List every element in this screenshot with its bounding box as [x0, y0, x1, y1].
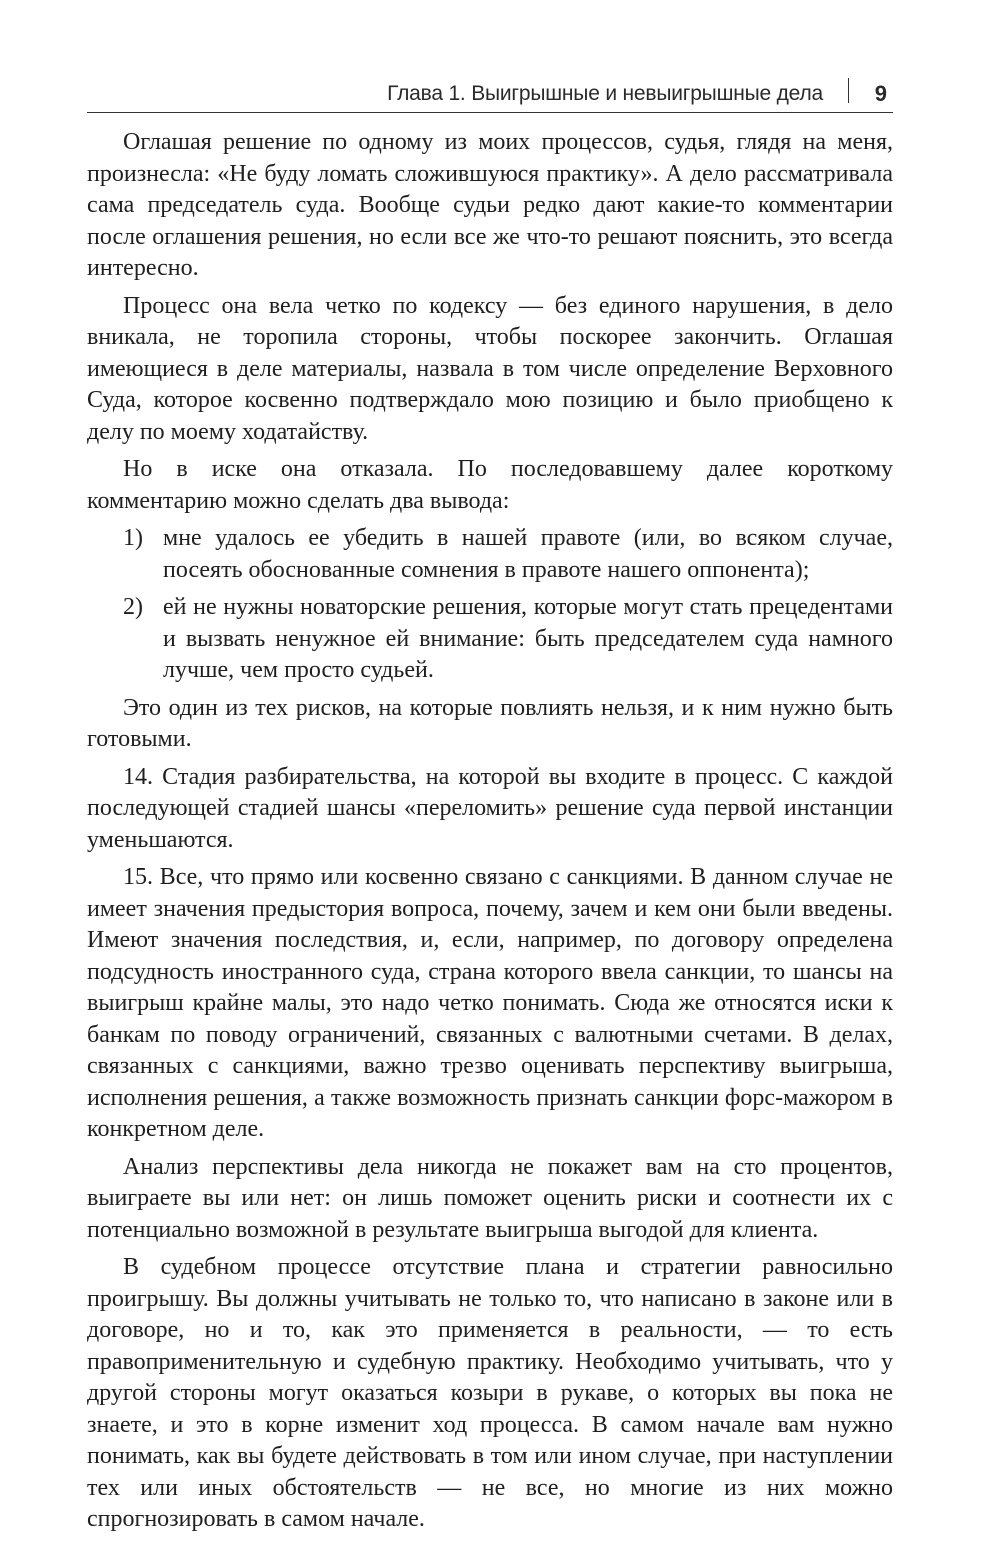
paragraph: В судебном процессе отсутствие плана и стратегии равносильно проигрышу. Вы должны учитывать не только то, что написано в законе или в договоре, но и то, как это применяется в реальности, — то есть правоприменительную и судебную практику. Необходимо учитывать, что у другой стороны могут оказаться козыри в рукаве, о которых вы пока не знаете, и это в корне изменит ход процесса. В самом начале вам нужно понимать, как вы будете действовать в том или ином случае, при наступлении тех или иных обстоятельств — не все, но многие из них можно спрогнозировать в самом начале.: [87, 1254, 893, 1532]
list-item-text: мне удалось ее убедить в нашей правоте (или, во всяком случае, посеять обоснованные сомнения в правоте нашего оппонента);: [163, 525, 893, 583]
paragraph: Процесс она вела четко по кодексу — без единого нарушения, в дело вникала, не торопила стороны, чтобы поскорее закончить. Оглашая имеющиеся в деле материалы, назвала в том числе определение Верховного Суда, которое косвенно подтверждало мою позицию и было приобщено к делу по моему ходатайству.: [87, 292, 893, 445]
list-marker: 2): [123, 594, 143, 620]
list-item: [87, 523, 893, 586]
page-body: [87, 113, 893, 1536]
list-item-text: ей не нужны новаторские решения, которые могут стать прецедентами и вызвать ненужное ей внимание: быть председателем суда намного лучше, чем просто судьей.: [163, 594, 893, 683]
running-head: [87, 66, 893, 113]
paragraph: Это один из тех рисков, на которые повлиять нельзя, и к ним нужно быть готовыми.: [87, 694, 893, 752]
paragraph: Анализ перспективы дела никогда не покажет вам на сто процентов, выиграете вы или нет: он лишь поможет оценить риски и соотнести их с потенциально возможной в результате выигрыша выгодой для клиента.: [87, 1153, 893, 1243]
chapter-title: Глава 1. Выигрышные и невыигрышные дела: [387, 82, 823, 105]
list-marker: 1): [123, 525, 143, 551]
paragraph: 15. Все, что прямо или косвенно связано с санкциями. В данном случае не имеет значения предыстория вопроса, почему, зачем и кем они были введены. Имеют значения последствия, и, если, например, по договору определена подсудность иностранного суда, страна которого ввела санкции, то шансы на выигрыш крайне малы, это надо четко понимать. Сюда же относятся иски к банкам по поводу ограничений, связанных с валютными счетами. В делах, связанных с санкциями, важно трезво оценивать перспективу выигрыша, исполнения решения, а также возможность признать санкции форс-мажором в конкретном деле.: [87, 864, 893, 1142]
book-page: [87, 66, 893, 1542]
list-item: [87, 592, 893, 687]
header-separator: [848, 78, 850, 103]
page-number: 9: [874, 81, 887, 106]
paragraph: 14. Стадия разбирательства, на которой вы входите в процесс. С каждой последующей стадией шансы «переломить» решение суда первой инстанции уменьшаются.: [87, 763, 893, 853]
paragraph: Оглашая решение по одному из моих процессов, судья, глядя на меня, произнесла: «Не буду ломать сложившуюся практику». А дело рассматривала сама председатель суда. Вообще судьи редко дают какие-то комментарии после оглашения решения, но если все же что-то решают пояснить, это всегда интересно.: [87, 129, 893, 281]
paragraph: Но в иске она отказала. По последовавшему далее короткому комментарию можно сделать два вывода:: [87, 456, 893, 514]
